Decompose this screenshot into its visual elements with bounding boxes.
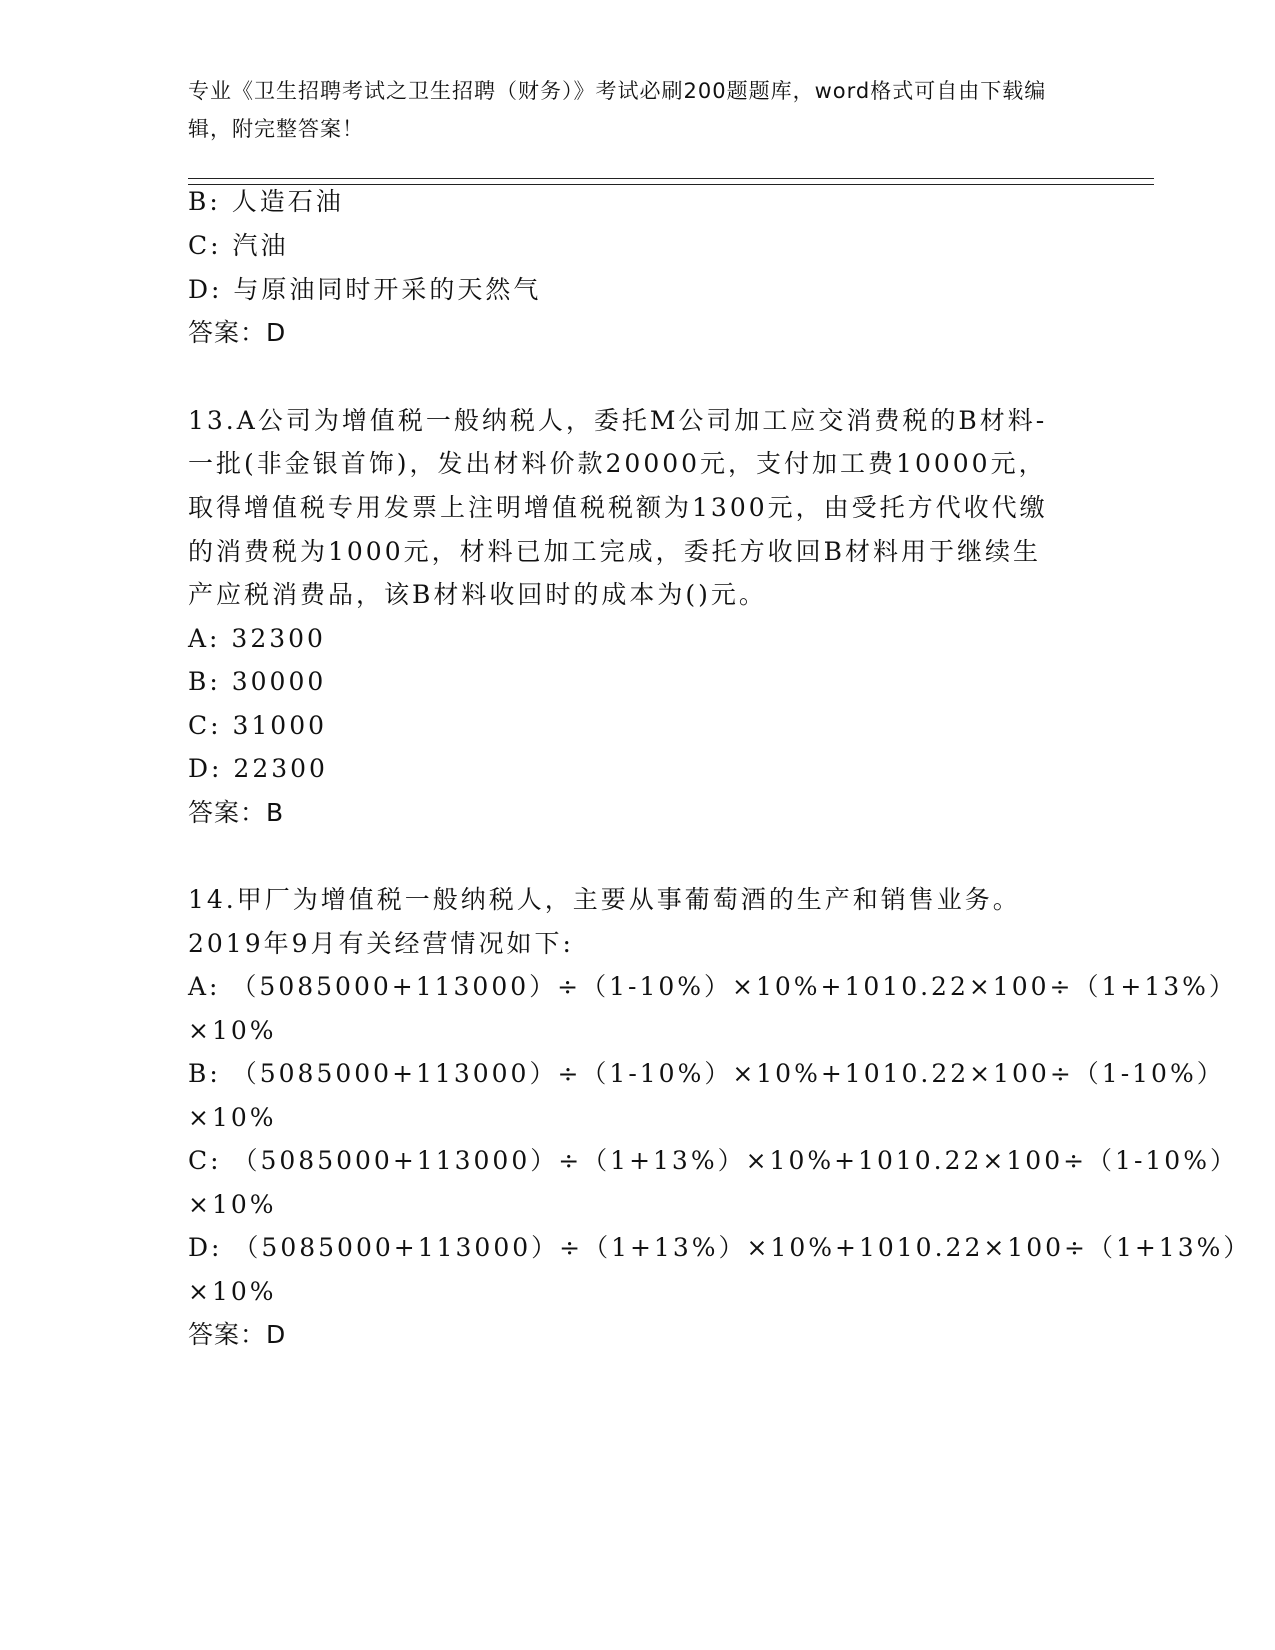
q13-stem-line-2: 一批(非金银首饰)，发出材料价款20000元，支付加工费10000元， bbox=[188, 449, 1047, 478]
q13-stem-line-3: 取得增值税专用发票上注明增值税税额为1300元，由受托方代收代缴 bbox=[188, 493, 1048, 522]
header-rule-bottom bbox=[188, 184, 1154, 185]
q14-option-a-cont: ×10% bbox=[188, 1016, 277, 1045]
q13-option-d: D: 22300 bbox=[188, 754, 328, 783]
q13-stem-line-5: 产应税消费品，该B材料收回时的成本为()元。 bbox=[188, 580, 767, 609]
q14-option-b: B: （5085000+113000）÷（1-10%）×10%+1010.22×100÷（1-10%） bbox=[188, 1059, 1225, 1088]
q14-answer: 答案：D bbox=[188, 1320, 287, 1349]
q14-option-c-cont: ×10% bbox=[188, 1190, 277, 1219]
prev-answer: 答案：D bbox=[188, 318, 287, 347]
q14-option-b-cont: ×10% bbox=[188, 1103, 277, 1132]
q13-stem-line-4: 的消费税为1000元，材料已加工完成，委托方收回B材料用于继续生 bbox=[188, 537, 1041, 566]
q14-stem-line-1: 14.甲厂为增值税一般纳税人，主要从事葡萄酒的生产和销售业务。 bbox=[188, 885, 1021, 914]
q13-option-b: B: 30000 bbox=[188, 667, 327, 696]
q13-stem-line-1: 13.A公司为增值税一般纳税人，委托M公司加工应交消费税的B材料- bbox=[188, 406, 1048, 435]
document-header: 专业《卫生招聘考试之卫生招聘（财务）》考试必刷200题题库，word格式可自由下载编辑，附完整答案！ bbox=[188, 79, 1047, 141]
q13-option-a: A: 32300 bbox=[188, 624, 326, 653]
prev-option-d: D: 与原油同时开采的天然气 bbox=[188, 275, 542, 304]
prev-option-c: C: 汽油 bbox=[188, 231, 289, 260]
q14-stem-line-2: 2019年9月有关经营情况如下: bbox=[188, 929, 574, 958]
prev-option-b: B: 人造石油 bbox=[188, 187, 344, 216]
header-rule-top bbox=[188, 178, 1154, 179]
q14-option-d-cont: ×10% bbox=[188, 1277, 277, 1306]
q14-option-a: A: （5085000+113000）÷（1-10%）×10%+1010.22×100÷（1+13%） bbox=[188, 972, 1237, 1001]
q13-answer: 答案：B bbox=[188, 798, 285, 827]
q13-option-c: C: 31000 bbox=[188, 711, 328, 740]
q14-option-c: C: （5085000+113000）÷（1+13%）×10%+1010.22×100÷（1-10%） bbox=[188, 1146, 1238, 1175]
q14-option-d: D: （5085000+113000）÷（1+13%）×10%+1010.22×100÷（1+13%） bbox=[188, 1233, 1252, 1262]
